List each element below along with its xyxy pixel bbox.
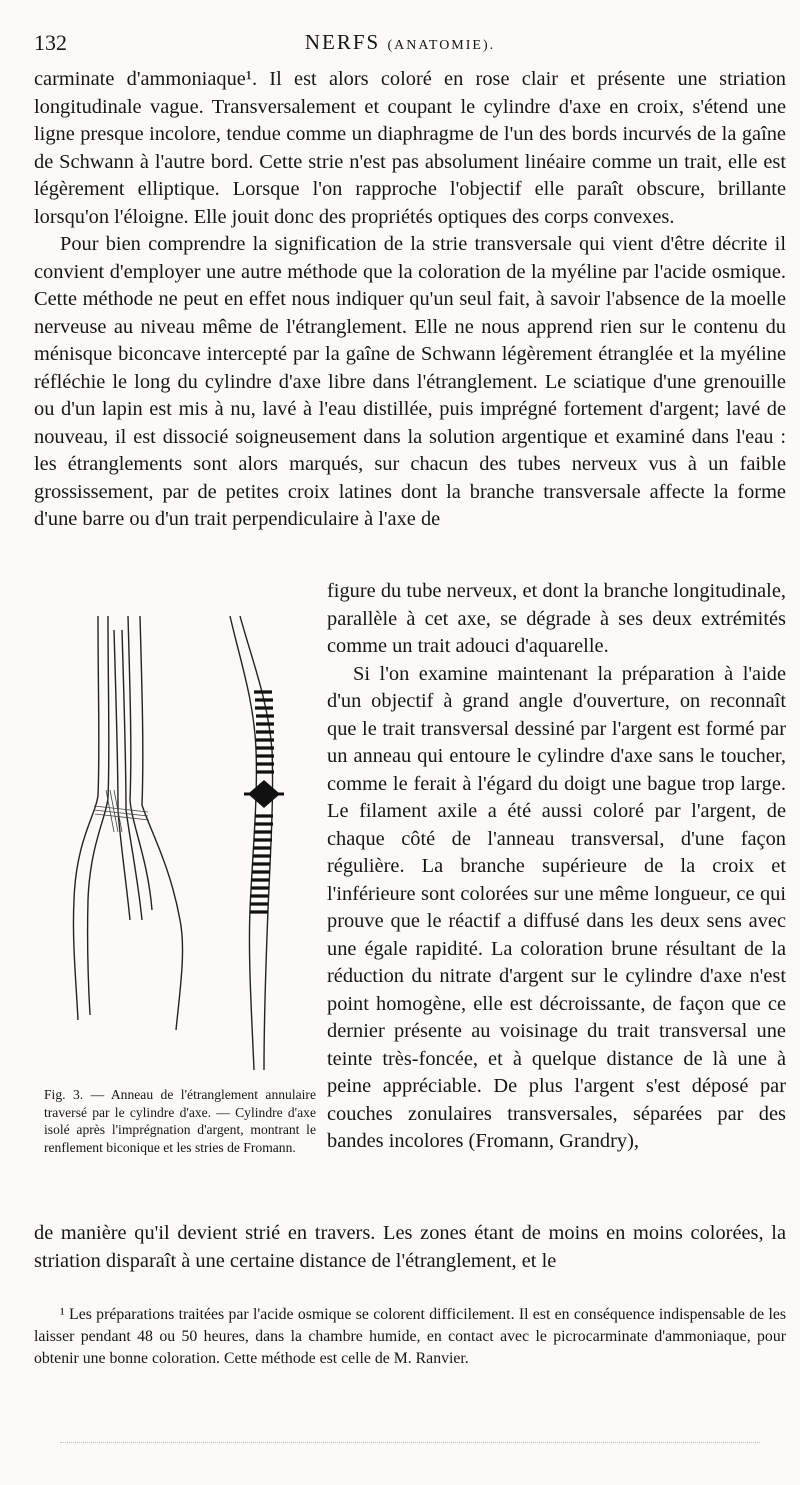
fiber-outline-left-outer [73,616,98,1020]
paragraph-3: Si l'on examine maintenant la préparation à l'aide d'un objectif à grand angle d'ouverture, on reconnaît que le trait transversal dessiné par l'argent est formé par un anneau qui entoure le cylindre d'axe sans le toucher, comme le ferait à l'égard du doigt une bague trop large. Le filament axile a été aussi coloré par l'argent, de chaque côté de l'anneau transversal, d'une façon régulière. La branche supérieure de la croix et l'inférieure sont colorées sur une même longueur, ce qui prouve que le réactif a diffusé dans les deux sens avec une égale rapidité. La coloration brune résultant de la réduction du nitrate d'argent sur le cylindre d'axe n'est point homogène, elle est décroissante, de façon que ce dernier présente au voisinage du trait transversal une teinte très-foncée, et à quelque distance de là une à peine appréciable. De plus l'argent s'est déposé par couches zonulaires transversales, séparées par des bandes incolores (Fromann, Grandry), [327,662,786,1152]
fiber-axis-line-1 [114,630,130,920]
body-text-right-column [327,578,786,1156]
fiber-outline-right-inner [128,616,152,910]
running-head-title: NERFS [304,30,381,54]
axis-cylinder-outline-left [230,616,256,1070]
page-number: 132 [34,30,67,55]
fiber-outline-right-outer [140,616,183,1030]
biconic-swelling [244,780,284,808]
running-head [0,30,800,55]
figure-caption: Fig. 3. — Anneau de l'étranglement annulaire traversé par le cylindre d'axe. — Cylindre d'axe isolé après l'imprégnation d'argent, montrant le renflement biconique et les stries de Fromann. [44,1087,316,1155]
figure-3 [40,600,310,1080]
paragraph-3-continuation: de manière qu'il devient strié en travers. Les zones étant de moins en moins colorées, la striation disparaît à une certaine distance de l'étranglement, et le [34,1222,786,1272]
page-bottom-rule [60,1442,760,1445]
axis-cylinder-outline-right [240,616,273,1070]
nerve-fiber-left [73,616,182,1030]
etranglement-ring [94,790,149,832]
paragraph-1: carminate d'ammoniaque¹. Il est alors coloré en rose clair et présente une striation longitudinale vague. Transversalement et coupant le cylindre d'axe en croix, s'étend une ligne presque incolore, tendue comme un diaphragme de l'un des bords incurvés de la gaîne de Schwann à l'autre bord. Cette strie n'est pas absolument linéaire comme un trait, elle est légèrement elliptique. Lorsque l'on rapproche l'objectif elle paraît obscure, brillante lorsqu'on l'éloigne. Elle jouit donc des propriétés optiques des corps convexes. [34,68,786,228]
footnote-1: ¹ Les préparations traitées par l'acide osmique se colorent difficilement. Il est en conséquence indispensable de les laisser pendant 48 ou 50 heures, dans la chambre humide, en contact avec le picrocarminate d'ammoniaque, pour obtenir une bonne coloration. Cette méthode est celle de M. Ranvier. [34,1306,786,1367]
footnote [34,1304,786,1370]
running-head-subtitle: (ANATOMIE). [387,38,496,53]
paragraph-2: Pour bien comprendre la signification de la strie transversale qui vient d'être décrite il convient d'employer une autre méthode que la coloration de la myéline par l'acide osmique. Cette méthode ne peut en effet nous indiquer qu'un seul fait, à savoir l'absence de la moelle nerveuse au niveau même de l'étranglement. Elle ne nous apprend rien sur le contenu du ménisque biconcave intercepté par la gaîne de Schwann légèrement étranglée et la myéline réfléchie le long du cylindre d'axe libre dans l'étranglement. Le sciatique d'une grenouille ou d'un lapin est mis à nu, lavé à l'eau distillée, puis imprégné fortement d'argent; lavé de nouveau, il est dissocié soigneusement dans la solution argentique et examiné dans l'eau : les étranglements sont alors marqués, sur chacun des tubes nerveux vus à un faible grossissement, par de petites croix latines dont la branche transversale affecte la forme d'une barre ou d'un trait perpendiculaire à l'axe de [34,233,786,530]
body-text-top [34,66,786,534]
paragraph-2-continuation: figure du tube nerveux, et dont la branche longitudinale, parallèle à cet axe, se dégrade à ses deux extrémités comme un trait adouci d'aquarelle. [327,580,786,657]
figure-3-illustration [40,600,310,1080]
body-text-bottom [34,1220,786,1275]
axis-cylinder-isolated [230,616,273,1070]
